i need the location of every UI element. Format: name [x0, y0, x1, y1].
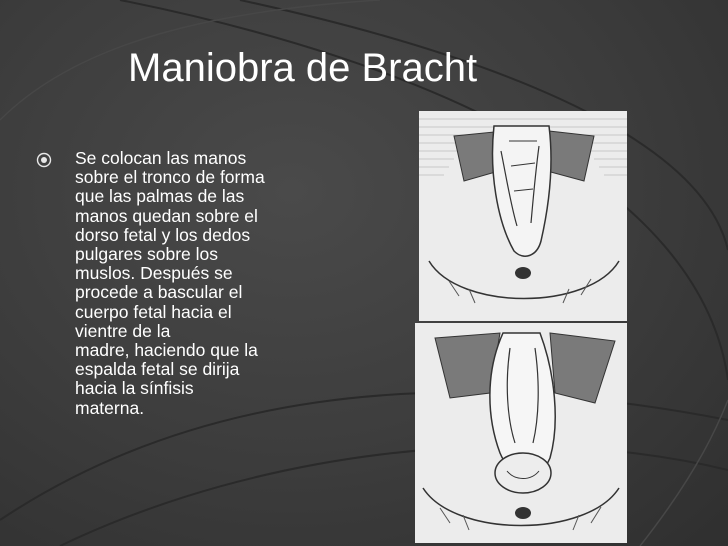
bullet-text: Se colocan las manos sobre el tronco de forma que las palmas de las manos quedan sobre el dorso fetal y los dedos pulgares sobre los muslos. Después se procede a bascular el cuerpo fetal hacia el vientre de la madre, haciendo que la espalda fetal se dirija hacia la sínfisis materna.	[75, 148, 265, 418]
slide-title: Maniobra de Bracht	[128, 46, 478, 90]
bracht-illustration-bottom	[415, 323, 627, 543]
circle-dot-bullet-icon	[36, 152, 52, 168]
illustration-drawing-top	[419, 111, 627, 321]
bracht-illustration-top	[419, 111, 627, 321]
illustration-drawing-bottom	[415, 323, 627, 543]
